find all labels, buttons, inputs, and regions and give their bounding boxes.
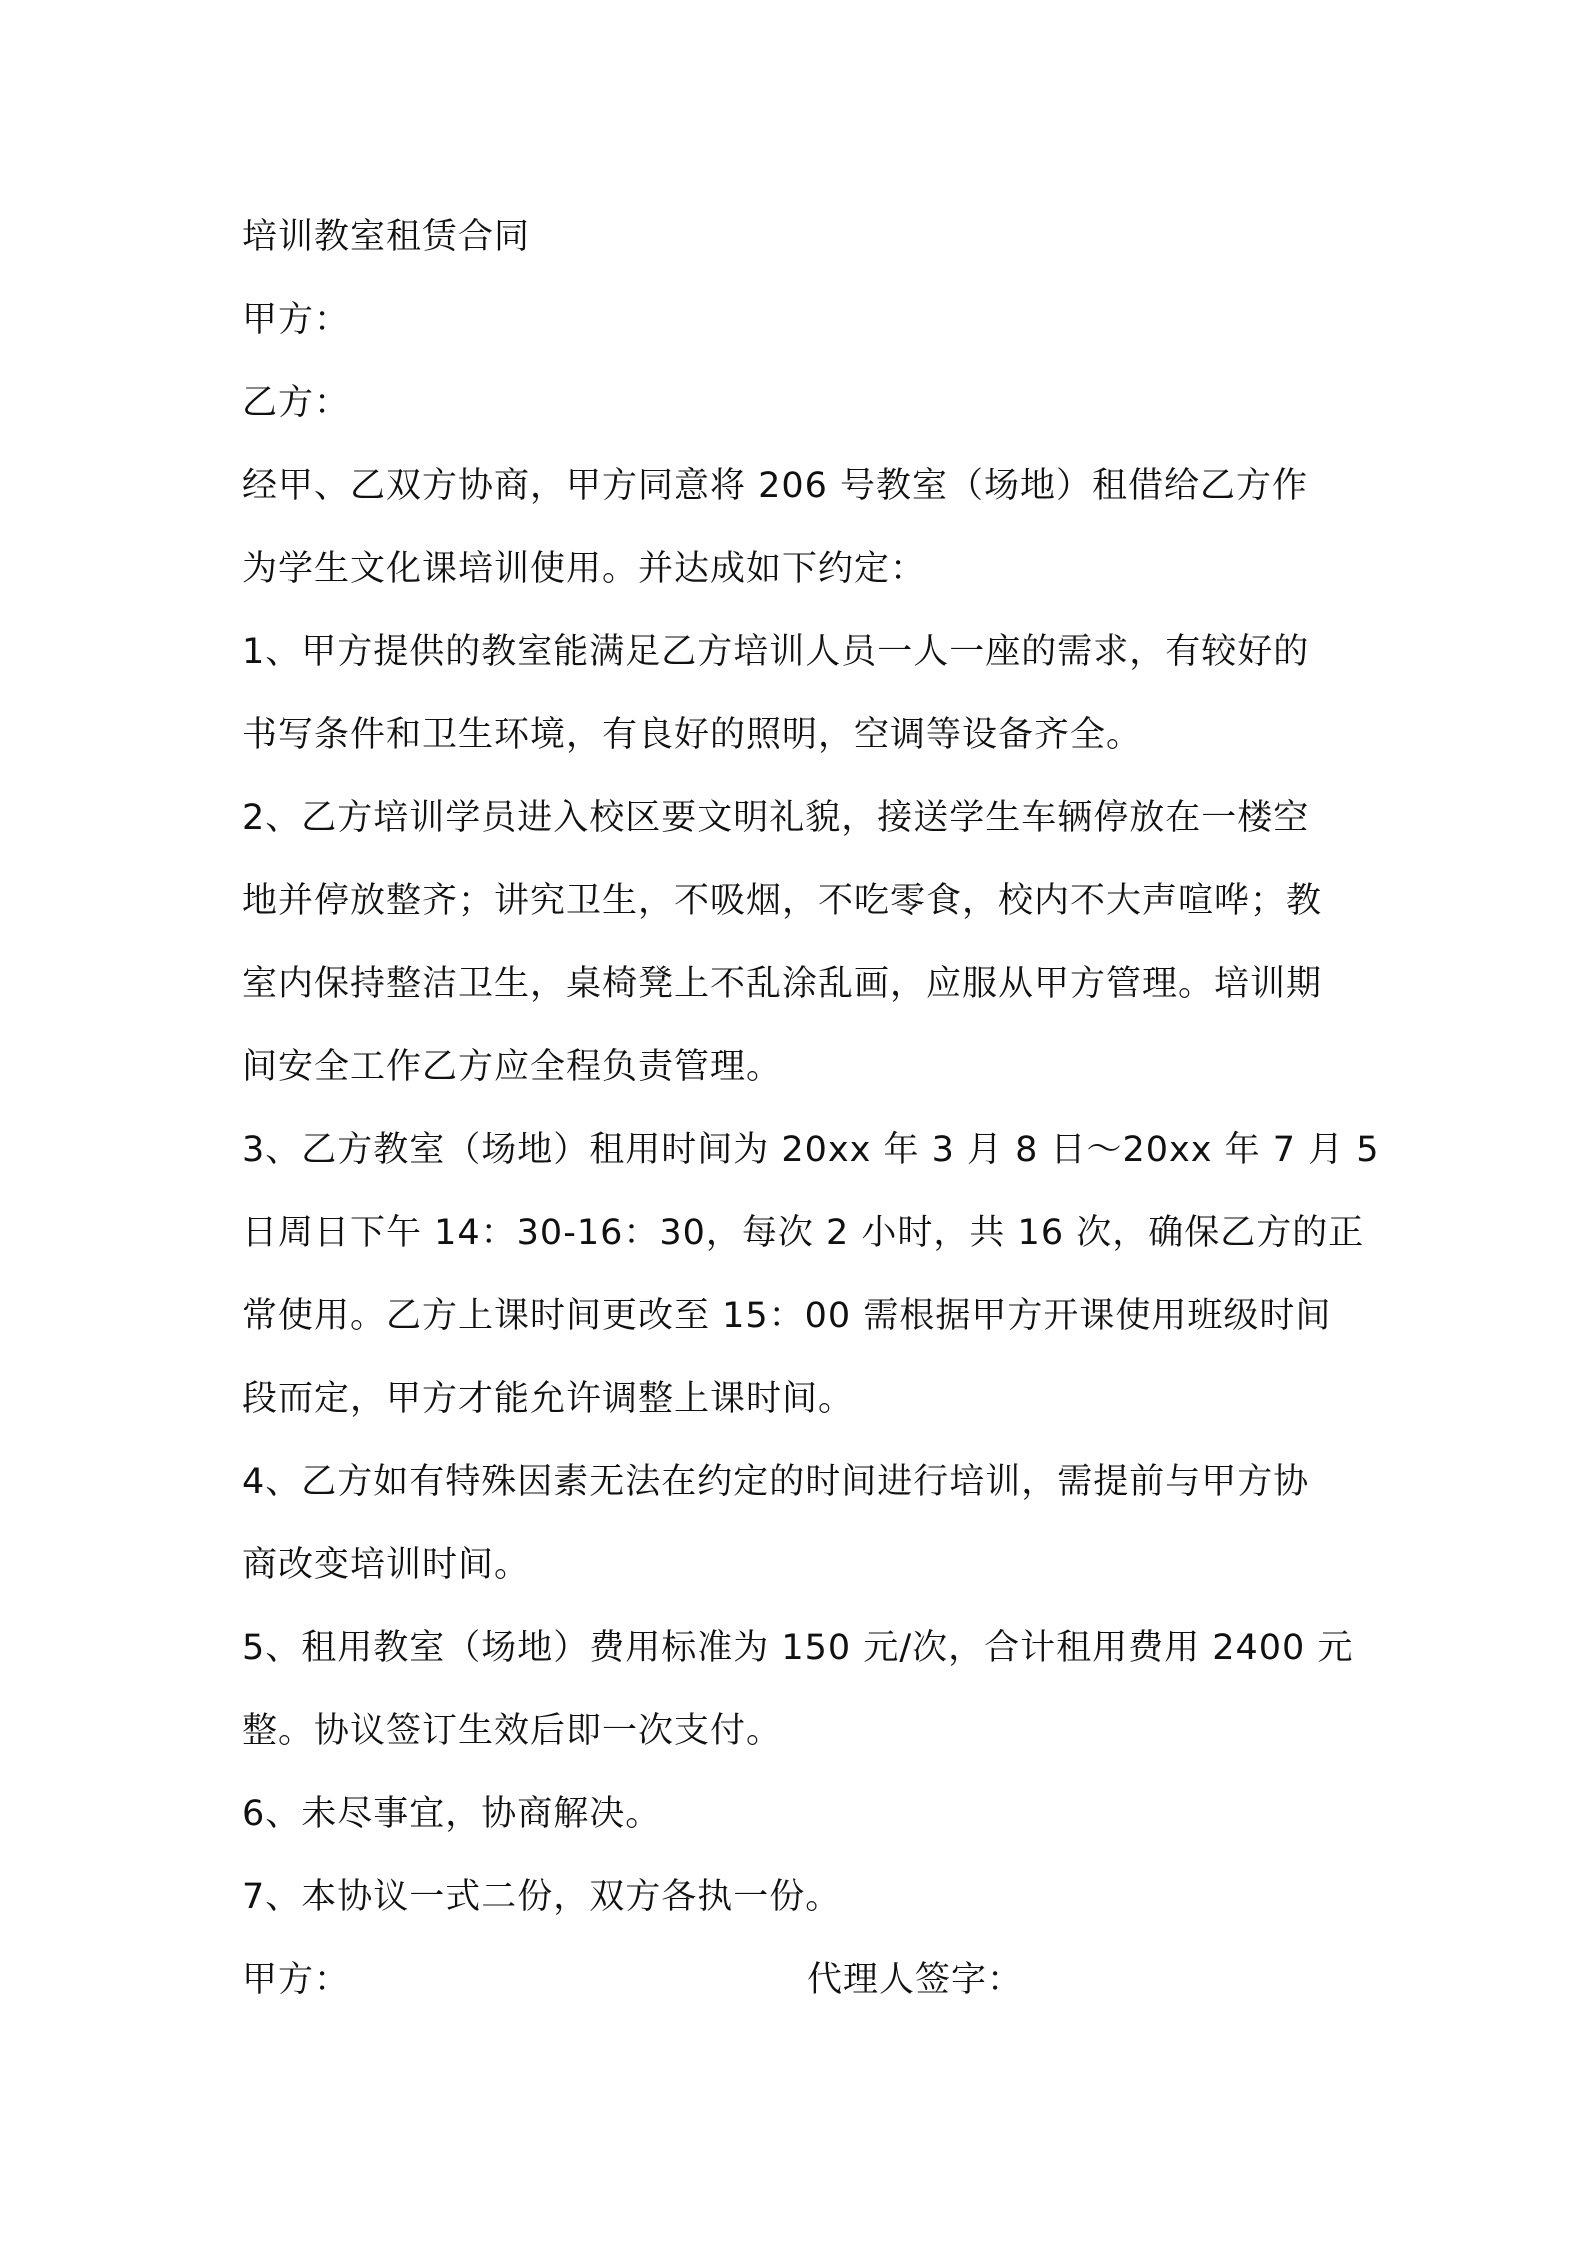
party-b-label: 乙方： (242, 383, 351, 423)
clause-line: 间安全工作乙方应全程负责管理。 (242, 1047, 783, 1087)
party-a-label: 甲方： (242, 300, 351, 340)
clause-4 (242, 1441, 1362, 1607)
clause-line: 日周日下午 14：30-16：30，每次 2 小时，共 16 次，确保乙方的正 (242, 1213, 1365, 1253)
clause-line: 6、未尽事宜，协商解决。 (242, 1794, 662, 1834)
clause-2 (242, 777, 1362, 1109)
clause-line: 商改变培训时间。 (242, 1545, 531, 1585)
clause-7 (242, 1856, 1362, 1939)
clause-line: 2、乙方培训学员进入校区要文明礼貌，接送学生车辆停放在一楼空 (242, 798, 1310, 838)
intro-paragraph (242, 445, 1362, 611)
clause-1 (242, 611, 1362, 777)
clause-3 (242, 1109, 1380, 1441)
clause-line: 3、乙方教室（场地）租用时间为 20xx 年 3 月 8 日～20xx 年 7 月 5 (242, 1130, 1380, 1170)
document-title: 培训教室租赁合同 (242, 217, 531, 257)
signature-party-a-label: 甲方： (242, 1960, 351, 2000)
intro-line: 为学生文化课培训使用。并达成如下约定： (242, 549, 927, 589)
intro-line: 经甲、乙双方协商，甲方同意将 206 号教室（场地）租借给乙方作 (242, 466, 1309, 506)
signature-agent-label: 代理人签字： (807, 1960, 1024, 2000)
clause-line: 常使用。乙方上课时间更改至 15：00 需根据甲方开课使用班级时间 (242, 1296, 1332, 1336)
clause-line: 7、本协议一式二份，双方各执一份。 (242, 1877, 842, 1917)
clause-line: 地并停放整齐；讲究卫生，不吸烟，不吃零食，校内不大声喧哗；教 (242, 881, 1323, 921)
clause-line: 4、乙方如有特殊因素无法在约定的时间进行培训，需提前与甲方协 (242, 1462, 1310, 1502)
clause-line: 书写条件和卫生环境，有良好的照明，空调等设备齐全。 (242, 715, 1143, 755)
clause-line: 5、租用教室（场地）费用标准为 150 元/次，合计租用费用 2400 元 (242, 1628, 1354, 1668)
clause-line: 段而定，甲方才能允许调整上课时间。 (242, 1379, 855, 1419)
clause-line: 室内保持整洁卫生，桌椅凳上不乱涂乱画，应服从甲方管理。培训期 (242, 964, 1323, 1004)
signature-row (242, 1939, 1362, 2022)
clause-line: 整。协议签订生效后即一次支付。 (242, 1711, 783, 1751)
clause-6 (242, 1773, 1362, 1856)
clause-5 (242, 1607, 1362, 1773)
clause-line: 1、甲方提供的教室能满足乙方培训人员一人一座的需求，有较好的 (242, 632, 1310, 672)
contract-body (242, 196, 1380, 2022)
